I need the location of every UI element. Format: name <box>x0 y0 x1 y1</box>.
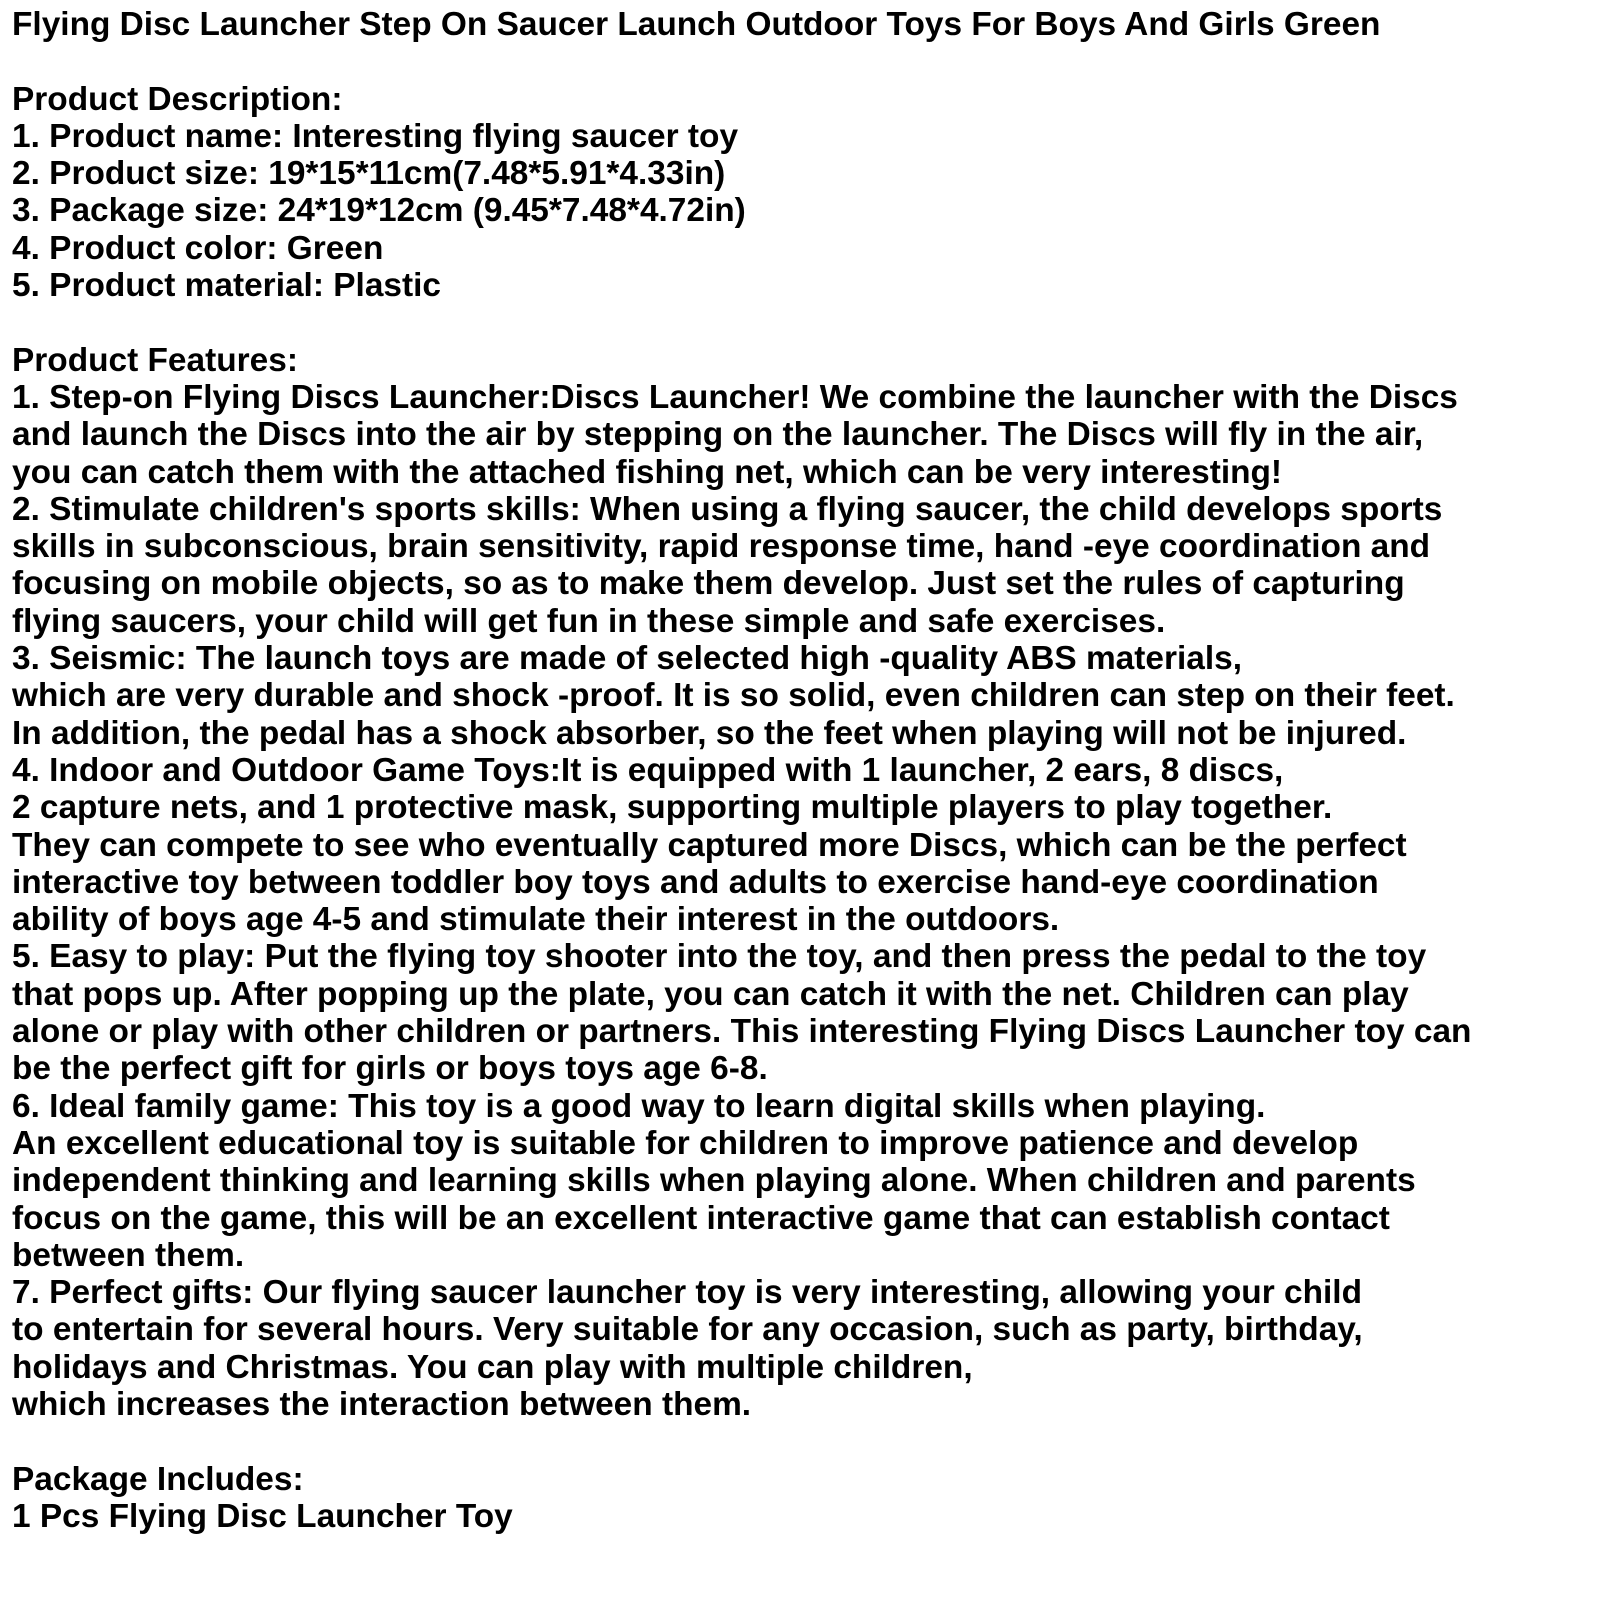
features-heading: Product Features: <box>12 341 298 379</box>
package-heading: Package Includes: <box>12 1460 304 1498</box>
feature-line: alone or play with other children or partners. This interesting Flying Discs Launcher toy can <box>12 1013 1472 1051</box>
feature-line: that pops up. After popping up the plate, you can catch it with the net. Children can play <box>12 975 1409 1013</box>
feature-line: 6. Ideal family game: This toy is a good way to learn digital skills when playing. <box>12 1087 1266 1125</box>
feature-line: flying saucers, your child will get fun in these simple and safe exercises. <box>12 602 1166 640</box>
feature-line: 4. Indoor and Outdoor Game Toys:It is equipped with 1 launcher, 2 ears, 8 discs, <box>12 751 1284 789</box>
package-line: 1 Pcs Flying Disc Launcher Toy <box>12 1497 513 1535</box>
feature-line: between them. <box>12 1236 245 1274</box>
feature-line: which are very durable and shock -proof. It is so solid, even children can step on their feet. <box>12 677 1455 715</box>
spacer <box>12 304 1592 341</box>
feature-line: 3. Seismic: The launch toys are made of selected high -quality ABS materials, <box>12 640 1242 678</box>
product-listing-document <box>12 6 1592 1535</box>
spacer <box>12 1423 1592 1460</box>
feature-line: 2 capture nets, and 1 protective mask, supporting multiple players to play together. <box>12 789 1333 827</box>
description-heading: Product Description: <box>12 80 343 118</box>
feature-line: An excellent educational toy is suitable for children to improve patience and develop <box>12 1124 1359 1162</box>
feature-line: independent thinking and learning skills when playing alone. When children and parents <box>12 1162 1416 1200</box>
feature-line: 1. Step-on Flying Discs Launcher:Discs Launcher! We combine the launcher with the Discs <box>12 378 1458 416</box>
feature-line: focusing on mobile objects, so as to make them develop. Just set the rules of capturing <box>12 565 1405 603</box>
feature-line: skills in subconscious, brain sensitivity, rapid response time, hand -eye coordination and <box>12 528 1431 566</box>
description-line: 1. Product name: Interesting flying saucer toy <box>12 117 739 155</box>
feature-line: 2. Stimulate children's sports skills: When using a flying saucer, the child develops sports <box>12 490 1443 528</box>
feature-line: In addition, the pedal has a shock absorber, so the feet when playing will not be injured. <box>12 714 1407 752</box>
description-line: 2. Product size: 19*15*11cm(7.48*5.91*4.33in) <box>12 155 726 193</box>
feature-line: focus on the game, this will be an excellent interactive game that can establish contact <box>12 1199 1390 1237</box>
feature-line: holidays and Christmas. You can play with multiple children, <box>12 1348 973 1386</box>
description-line: 4. Product color: Green <box>12 229 384 267</box>
feature-line: you can catch them with the attached fishing net, which can be very interesting! <box>12 453 1283 491</box>
feature-line: be the perfect gift for girls or boys toys age 6-8. <box>12 1050 768 1088</box>
product-title: Flying Disc Launcher Step On Saucer Launch Outdoor Toys For Boys And Girls Green <box>12 6 1381 43</box>
feature-line: ability of boys age 4-5 and stimulate their interest in the outdoors. <box>12 901 1060 939</box>
feature-line: They can compete to see who eventually captured more Discs, which can be the perfect <box>12 826 1407 864</box>
feature-line: which increases the interaction between them. <box>12 1385 752 1423</box>
feature-line: 5. Easy to play: Put the flying toy shooter into the toy, and then press the pedal to the toy <box>12 938 1427 976</box>
spacer <box>12 43 1592 80</box>
feature-line: interactive toy between toddler boy toys and adults to exercise hand-eye coordination <box>12 863 1379 901</box>
description-line: 5. Product material: Plastic <box>12 267 442 305</box>
feature-line: 7. Perfect gifts: Our flying saucer launcher toy is very interesting, allowing your child <box>12 1274 1362 1312</box>
description-line: 3. Package size: 24*19*12cm (9.45*7.48*4.72in) <box>12 192 746 230</box>
feature-line: to entertain for several hours. Very suitable for any occasion, such as party, birthday, <box>12 1311 1363 1349</box>
feature-line: and launch the Discs into the air by stepping on the launcher. The Discs will fly in the air, <box>12 416 1424 454</box>
